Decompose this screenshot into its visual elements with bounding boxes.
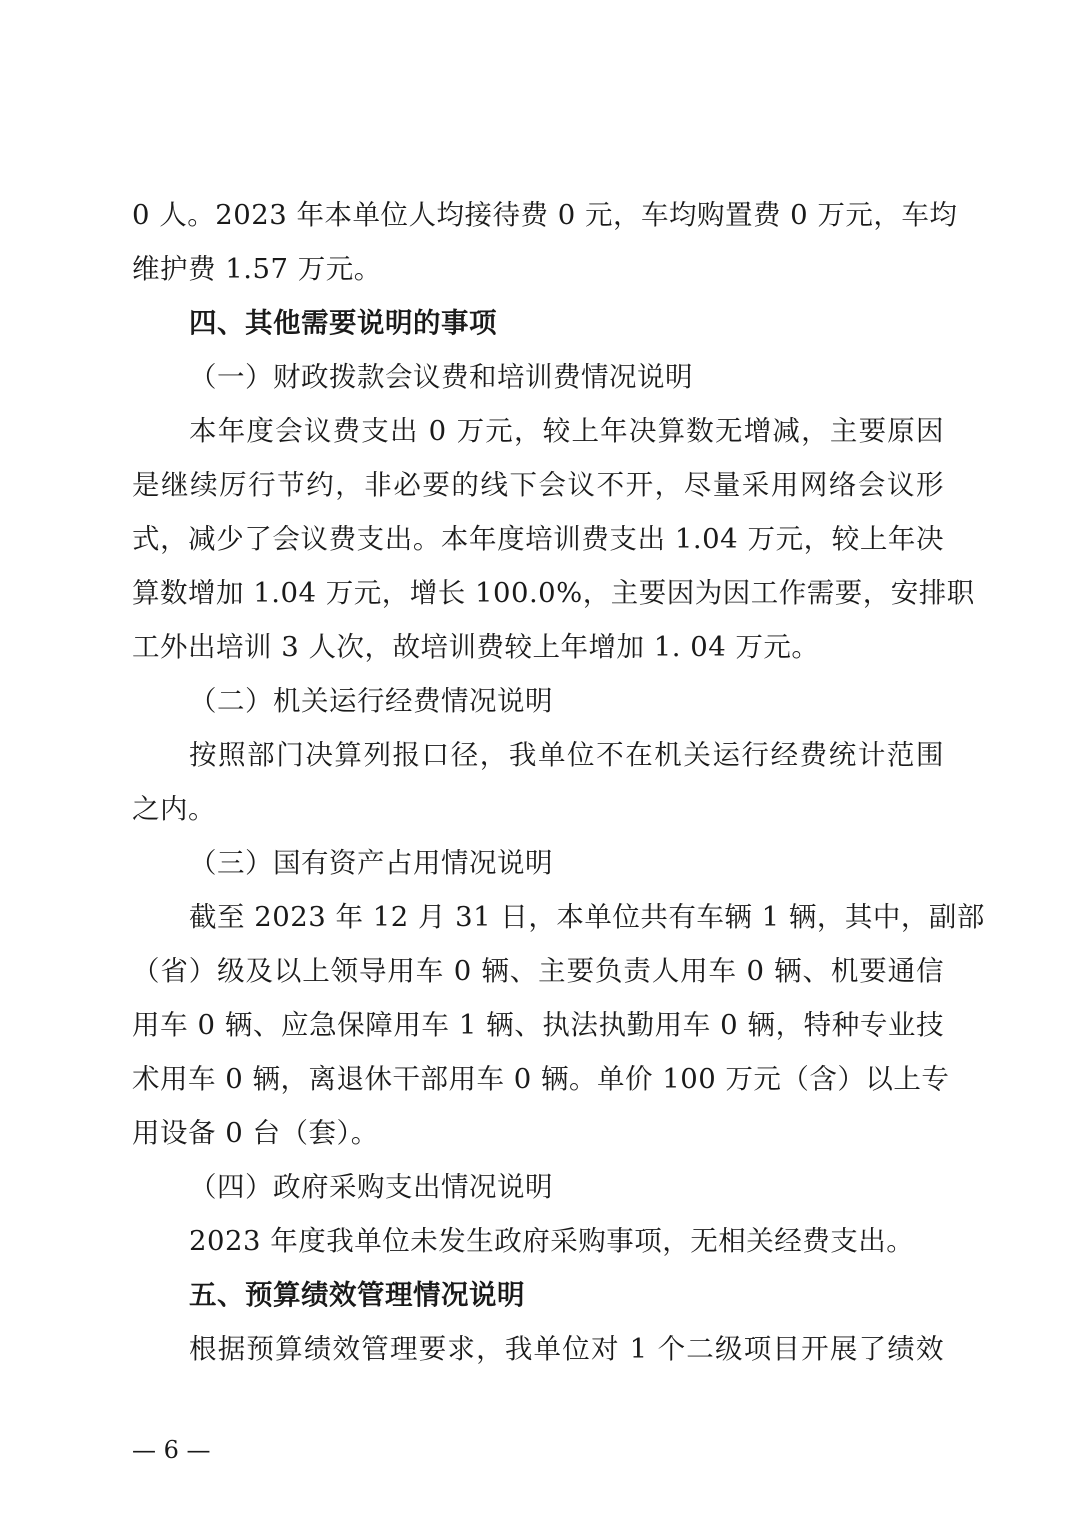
body-text-line: 之内。 bbox=[132, 793, 216, 825]
body-text-line: 按照部门决算列报口径，我单位不在机关运行经费统计范围 bbox=[189, 739, 944, 771]
subsection-heading: （四）政府采购支出情况说明 bbox=[189, 1171, 553, 1203]
body-text-line: 截至 2023 年 12 月 31 日，本单位共有车辆 1 辆，其中，副部 bbox=[189, 901, 985, 933]
subsection-heading: （二）机关运行经费情况说明 bbox=[189, 685, 553, 717]
subsection-heading: （三）国有资产占用情况说明 bbox=[189, 847, 553, 879]
section-heading: 五、预算绩效管理情况说明 bbox=[189, 1279, 525, 1311]
body-text-line: 式，减少了会议费支出。本年度培训费支出 1.04 万元，较上年决 bbox=[132, 523, 944, 555]
body-text-line: 2023 年度我单位未发生政府采购事项，无相关经费支出。 bbox=[189, 1225, 915, 1257]
body-text-line: （省）级及以上领导用车 0 辆、主要负责人用车 0 辆、机要通信 bbox=[132, 955, 944, 987]
body-text-line: 本年度会议费支出 0 万元，较上年决算数无增减，主要原因 bbox=[189, 415, 944, 447]
subsection-heading: （一）财政拨款会议费和培训费情况说明 bbox=[189, 361, 693, 393]
section-heading: 四、其他需要说明的事项 bbox=[189, 307, 497, 339]
body-text-line: 算数增加 1.04 万元，增长 100.0%，主要因为因工作需要，安排职 bbox=[132, 577, 975, 609]
body-text-line: 用车 0 辆、应急保障用车 1 辆、执法执勤用车 0 辆，特种专业技 bbox=[132, 1009, 944, 1041]
body-text-line: 用设备 0 台（套）。 bbox=[132, 1117, 379, 1149]
body-text-line: 是继续厉行节约，非必要的线下会议不开，尽量采用网络会议形 bbox=[132, 469, 944, 501]
body-text-line: 根据预算绩效管理要求，我单位对 1 个二级项目开展了绩效 bbox=[189, 1333, 944, 1365]
body-text-line: 维护费 1.57 万元。 bbox=[132, 253, 382, 285]
body-text-line: 工外出培训 3 人次，故培训费较上年增加 1. 04 万元。 bbox=[132, 631, 820, 663]
body-text-line: 0 人。2023 年本单位人均接待费 0 元，车均购置费 0 万元，车均 bbox=[132, 199, 958, 231]
page-number: — 6 — bbox=[132, 1436, 211, 1464]
body-text-line: 术用车 0 辆，离退休干部用车 0 辆。单价 100 万元（含）以上专 bbox=[132, 1063, 950, 1095]
